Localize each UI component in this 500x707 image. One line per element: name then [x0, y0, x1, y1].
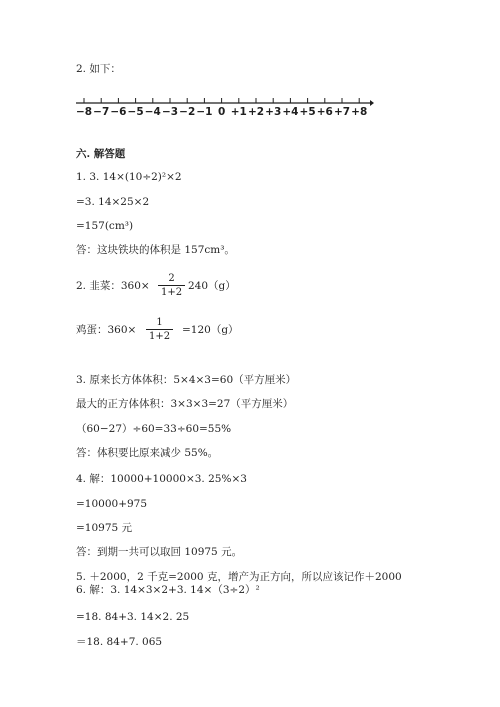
q6-line3: ＝18. 84+7. 065	[76, 636, 163, 648]
number-line-label: −2	[179, 106, 196, 118]
number-line-label: −3	[161, 106, 179, 118]
q1-line2: =3. 14×25×2	[76, 196, 150, 208]
q1-line1: 1. 3. 14×(10÷2)²×2	[76, 171, 182, 183]
number-line-graphic	[74, 96, 374, 118]
number-line-arrow	[370, 100, 374, 106]
part2-label: 2. 如下：	[76, 63, 121, 75]
q4-line2: =10000+975	[76, 498, 148, 510]
number-line-label: −5	[127, 106, 144, 118]
q6-line1: 6. 解：3. 14×3×2+3. 14×（3÷2）²	[76, 584, 260, 596]
number-line-label: +1	[230, 106, 247, 118]
q3-answer: 答：体积要比原来减少 55%。	[76, 447, 219, 459]
q4-line1: 4. 解：10000+10000×3. 25%×3	[76, 473, 247, 485]
number-line-label: +2	[247, 106, 265, 118]
q2-leek-fraction	[158, 272, 185, 299]
number-line-label: +5	[299, 106, 316, 118]
q4-answer: 答：到期一共可以取回 10975 元。	[76, 546, 243, 558]
q2-leek-numerator: 2	[168, 273, 175, 284]
number-line-label: +4	[282, 106, 299, 118]
number-line-label: −6	[110, 106, 127, 118]
number-line-label: −1	[196, 106, 213, 118]
q2-egg-prefix: 鸡蛋：360×	[76, 324, 137, 336]
number-line-label: −8	[75, 106, 93, 118]
q2-egg-numerator: 1	[156, 317, 163, 328]
q1-line3: =157(cm³)	[76, 220, 134, 232]
number-line-label: +3	[265, 106, 282, 118]
q3-line1: 3. 原来长方体体积：5×4×3=60（平方厘米）	[76, 374, 297, 386]
number-line-label: 0	[217, 106, 226, 118]
q2-egg-result: =120（g）	[182, 324, 239, 336]
q2-egg-fraction	[146, 316, 173, 343]
q6-line2: =18. 84+3. 14×2. 25	[76, 611, 190, 623]
q3-line3: （60−27）÷60=33÷60=55%	[76, 423, 232, 435]
number-line	[74, 96, 374, 122]
q3-line2: 最大的正方体体积：3×3×3=27（平方厘米）	[76, 398, 294, 410]
q2-leek-result: 240（g）	[188, 280, 236, 292]
q4-line3: =10975 元	[76, 522, 133, 534]
q1-answer: 答：这块铁块的体积是 157cm³。	[76, 244, 235, 256]
number-line-label: +8	[351, 106, 368, 118]
q2-egg-denominator: 1+2	[146, 329, 173, 343]
q2-leek-denominator: 1+2	[158, 285, 185, 299]
number-line-label: +7	[333, 106, 351, 118]
number-line-label: −4	[144, 106, 161, 118]
number-line-label: +6	[316, 106, 333, 118]
q5-line1: 5. ＋2000，2 千克=2000 克，增产为正方向，所以应该记作＋2000	[76, 571, 402, 583]
q2-leek-prefix: 2. 韭菜：360×	[76, 280, 150, 292]
number-line-label: −7	[93, 106, 110, 118]
section-title: 六. 解答题	[76, 148, 126, 160]
